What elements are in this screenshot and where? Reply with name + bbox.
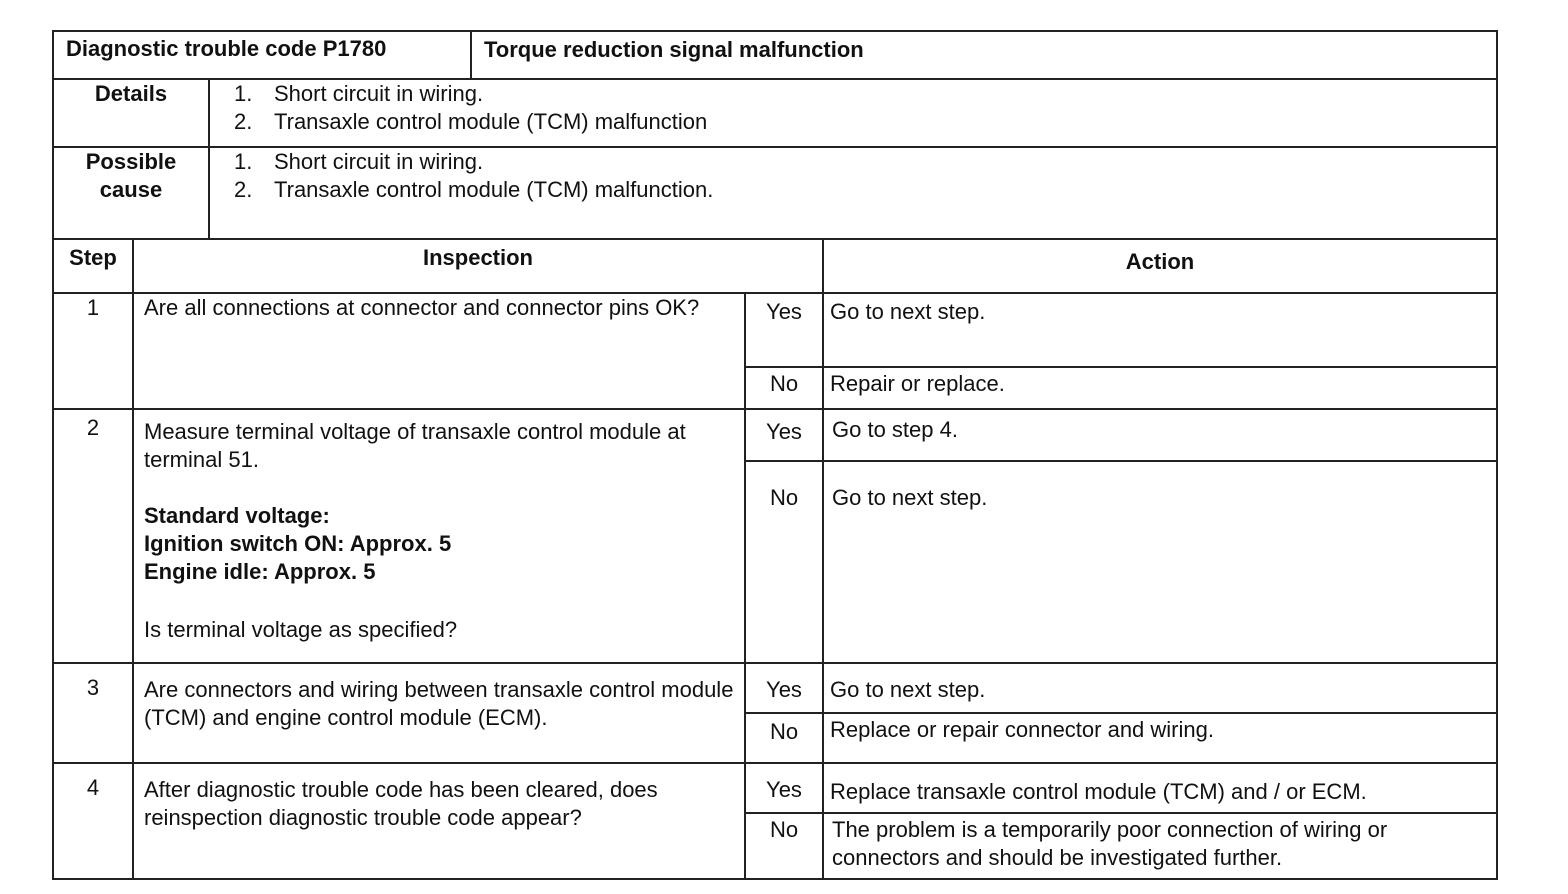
- table-row: [54, 410, 1496, 664]
- divider: [746, 366, 1496, 368]
- step-header: Step: [69, 245, 117, 270]
- results-cell: [744, 410, 1496, 662]
- dtc-code-label: Diagnostic trouble code P1780: [66, 36, 387, 61]
- step-number: 4: [86, 775, 100, 800]
- no-label: No: [769, 719, 799, 744]
- spec-line: Ignition switch ON: Approx. 5: [144, 531, 452, 556]
- divider: [746, 460, 1496, 462]
- divider: [746, 812, 1496, 814]
- yes-action: Go to step 4.: [832, 417, 958, 442]
- divider: [822, 764, 824, 878]
- details-row: [54, 80, 1496, 148]
- spec-line: Engine idle: Approx. 5: [144, 559, 376, 584]
- action-header: Action: [822, 240, 1496, 292]
- divider: [822, 664, 824, 762]
- possible-cause-list: [234, 148, 1496, 204]
- header-row: [54, 32, 1496, 80]
- list-item: 1. Short circuit in wiring.: [234, 81, 484, 106]
- possible-cause-label: Possible cause: [85, 149, 177, 202]
- step-number: 1: [86, 295, 100, 320]
- no-label: No: [769, 485, 799, 510]
- divider: [746, 712, 1496, 714]
- spec-title: Standard voltage:: [144, 503, 330, 528]
- list-item: 2. Transaxle control module (TCM) malfunction: [234, 109, 708, 134]
- list-item: 1. Short circuit in wiring.: [234, 149, 484, 174]
- possible-cause-list-cell: [208, 148, 1496, 238]
- details-list: [234, 80, 1496, 136]
- yes-label: Yes: [766, 777, 802, 802]
- no-action: Replace or repair connector and wiring.: [830, 717, 1214, 742]
- yes-action: Go to next step.: [830, 299, 986, 324]
- no-action: Repair or replace.: [830, 371, 1005, 396]
- yes-label: Yes: [766, 299, 802, 324]
- yes-action: Go to next step.: [830, 677, 986, 702]
- yes-label: Yes: [766, 419, 802, 444]
- table-row: [54, 294, 1496, 410]
- results-cell: [744, 664, 1496, 762]
- dtc-title: Torque reduction signal malfunction: [470, 32, 1496, 78]
- details-list-cell: [208, 80, 1496, 146]
- table-row: [54, 664, 1496, 764]
- yes-label: Yes: [766, 677, 802, 702]
- inspection-text: Are connectors and wiring between transaxle control module (TCM) and engine control module (ECM).: [132, 664, 744, 762]
- no-action: Go to next step.: [832, 485, 988, 510]
- diagnostic-table: [52, 30, 1498, 880]
- no-label: No: [769, 817, 799, 842]
- inspection-question: Is terminal voltage as specified?: [144, 617, 458, 642]
- inspection-text: After diagnostic trouble code has been cleared, does reinspection diagnostic trouble code appear?: [132, 764, 744, 878]
- step-number: 3: [86, 675, 100, 700]
- step-number: 2: [86, 415, 100, 440]
- inspection-text: Are all connections at connector and connector pins OK?: [132, 294, 744, 408]
- inspection-header: Inspection: [132, 240, 822, 292]
- table-header-row: [54, 240, 1496, 294]
- results-cell: [744, 764, 1496, 878]
- yes-action: Replace transaxle control module (TCM) and / or ECM.: [830, 779, 1367, 804]
- inspection-cell: [132, 410, 744, 662]
- results-cell: [744, 294, 1496, 408]
- details-label: Details: [94, 81, 168, 106]
- table-row: [54, 764, 1496, 878]
- list-item: 2. Transaxle control module (TCM) malfunction.: [234, 177, 714, 202]
- divider: [822, 410, 824, 662]
- no-label: No: [769, 371, 799, 396]
- inspection-text: Measure terminal voltage of transaxle control module at terminal 51.: [144, 419, 686, 472]
- possible-cause-row: [54, 148, 1496, 240]
- divider: [822, 294, 824, 408]
- no-action: The problem is a temporarily poor connection of wiring or connectors and should be investigated further.: [832, 817, 1388, 870]
